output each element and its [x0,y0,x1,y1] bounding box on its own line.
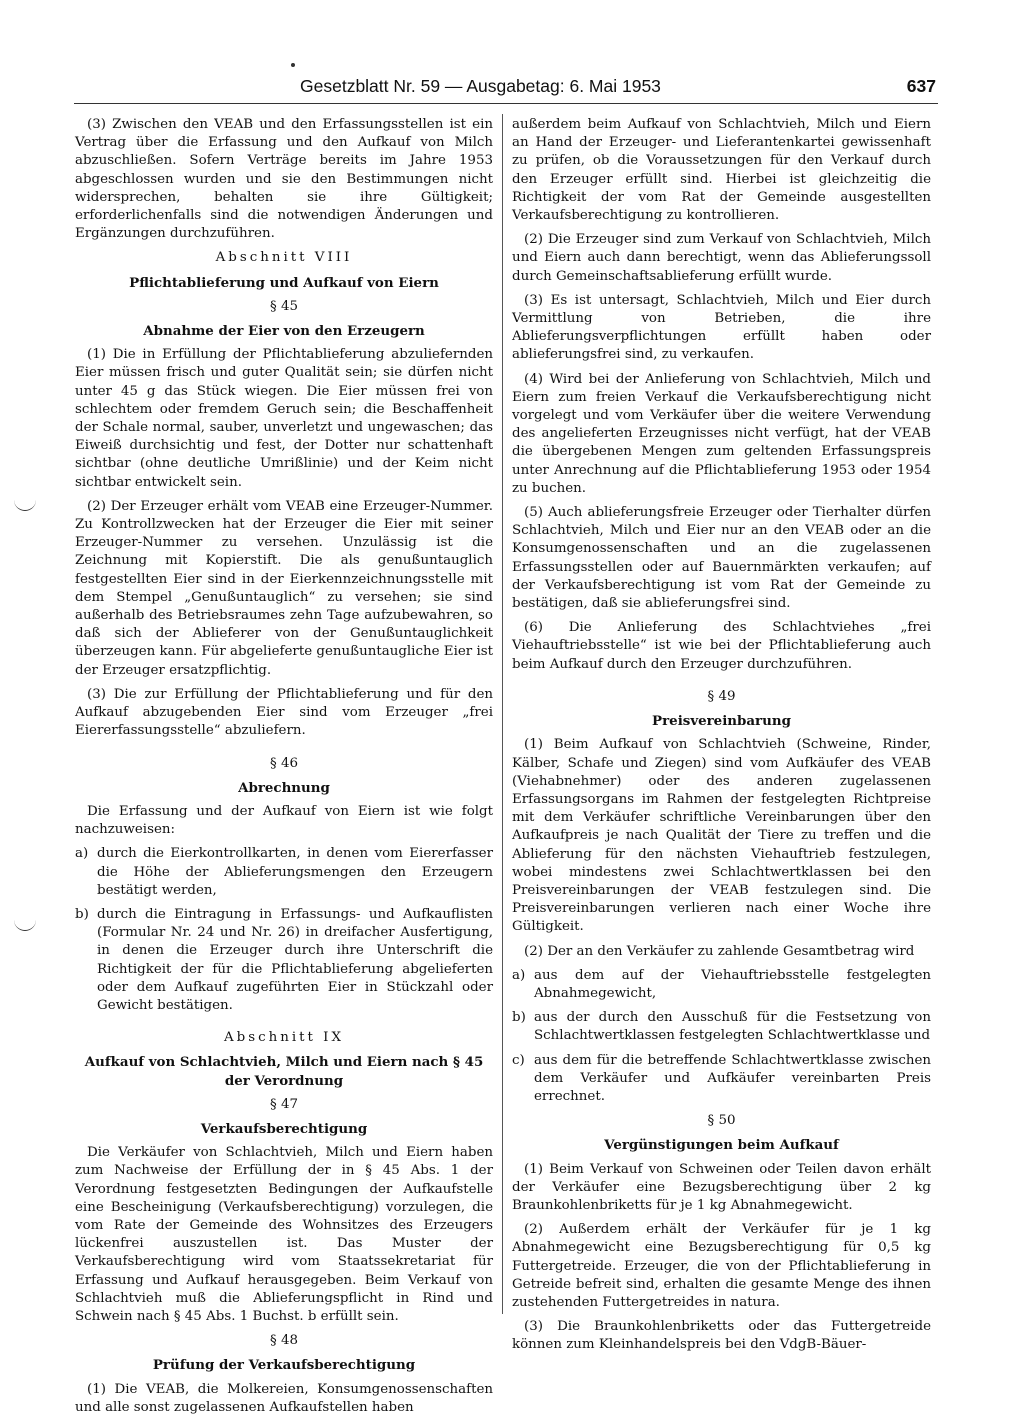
list-marker: a) [75,846,89,862]
paragraph: (1) Beim Aufkauf von Schlachtvieh (Schweine, Rinder, Kälber, Schafe und Ziegen) sind vom Aufkäufer des VEAB (Viehabnehmer) oder des anderen zugelassenen Erfassungsorgans im Rahmen der festgelegten Richtpreise mit dem Verkäufer schriftliche Vereinbarungen über den Aufkaufpreis je nach Qualität der Tiere zu treffen und die Ablieferung für den nächsten Viehauftrieb festzulegen, wobei mindestens zwei Schlachtwertklassen bei den Preisvereinbarungen der VEAB festzulegen sind. Die Preisvereinbarungen verlieren nach einer Woche ihre Gültigkeit. [512,737,931,935]
paragraph: (6) Die Anlieferung des Schlachtviehes „frei Viehauftriebsstelle“ ist wie bei der Pflichtablieferung auch beim Aufkauf durch den Erzeuger durchzuführen. [512,620,931,672]
paragraph: außerdem beim Aufkauf von Schlachtvieh, Milch und Eiern an Hand der Erzeuger- und Lieferantenkartei gewissenhaft zu prüfen, ob die Voraussetzungen für den Verkauf durch den Erzeuger erfüllt sind. Hierbei ist gleichzeitig die Richtigkeit der vom Rat der Gemeinde ausgestellten Verkaufsberechtigung zu kontrollieren. [512,117,931,224]
paragraph-title: Abrechnung [238,779,330,796]
paragraph: (4) Wird bei der Anlieferung von Schlachtvieh, Milch und Eiern zum freien Verkauf die Verkaufsberechtigung nicht vorgelegt und vom Verkäufer über die weitere Verwendung des angelieferten Erzeugnisses nicht verfügt, hat der VEAB die übergebenen Mengen zum geltenden Erfassungspreis unter Anrechnung auf die Pflichtablieferung 1953 oder 1954 zu buchen. [512,371,931,496]
column-divider [502,114,503,1314]
list-marker: b) [512,1010,526,1026]
list-item [75,845,493,900]
paragraph-title: Vergünstigungen beim Aufkauf [604,1137,839,1154]
header-title: Gesetzblatt Nr. 59 — Ausgabetag: 6. Mai 1953 [300,76,661,96]
paragraph: (2) Die Erzeuger sind zum Verkauf von Schlachtvieh, Milch und Eiern auch dann berechtigt, wenn das Ablieferungssoll durch Gemeinschaftsablieferung erfüllt wurde. [512,232,931,284]
left-column [75,116,493,1423]
paragraph: (1) Beim Verkauf von Schweinen oder Teilen davon erhält der Verkäufer eine Bezugsberechtigung über 2 kg Braunkohlenbriketts für je 1 kg Abnahmegewicht. [512,1161,931,1213]
paragraph: Die Verkäufer von Schlachtvieh, Milch und Eiern haben zum Nachweise der Erfüllung der in § 45 Abs. 1 der Verordnung festgesetzten Bedingungen der Aufkaufstelle eine Bescheinigung (Verkaufsberechtigung) vorzulegen, die vom Rate der Gemeinde des Wohnsitzes des Erzeugers lückenfrei auszustellen ist. Das Muster der Verkaufsberechtigung wird vom Staatssekretariat für Erfassung und Aufkauf herausgegeben. Beim Verkauf von Schlachtvieh muß die Ablieferungspflicht in Rind und Schwein nach § 45 Abs. 1 Buchst. b erfüllt sein. [75,1145,493,1324]
header-rule [74,103,938,104]
section-heading: Abschnitt VIII [215,250,353,266]
page-number: 637 [906,76,936,96]
list-item [75,906,493,1015]
paragraph-number: § 48 [270,1333,298,1349]
list-text: aus dem auf der Viehauftriebsstelle festgelegten Abnahmegewicht, [534,967,931,1001]
paragraph: (1) Die VEAB, die Molkereien, Konsumgenossenschaften und alle sonst zugelassenen Aufkaufstellen haben [75,1381,493,1415]
paragraph: (2) Der Erzeuger erhält vom VEAB eine Erzeuger-Nummer. Zu Kontrollzwecken hat der Erzeuger die Eier mit seiner Erzeuger-Nummer zu versehen. Unzulässig ist die Zeichnung mit Kopierstift. Die als genußuntauglich festgestellten Eier sind in der Eierkennzeichnungsstelle mit dem Stempel „Genußuntauglich“ zu versehen; sie sind außerhalb des Betriebsraumes zehn Tage aufzubewahren, so daß sich der Ablieferer von der Genußuntauglichkeit überzeugen kann. Für abgelieferte genußuntaugliche Eier ist der Erzeuger ersatzpflichtig. [75,498,493,678]
right-column [512,116,931,1361]
paragraph-number: § 47 [270,1096,298,1112]
list-item [512,1052,931,1107]
paragraph: (2) Der an den Verkäufer zu zahlende Gesamtbetrag wird [524,943,915,959]
paragraph-number: § 46 [270,755,298,771]
list-marker: b) [75,906,89,922]
margin-mark [14,500,36,511]
page-header [300,76,936,102]
paragraph-number: § 49 [707,688,736,704]
paragraph: (3) Es ist untersagt, Schlachtvieh, Milch und Eier durch Vermittlung von Betrieben, die ihre Ablieferungsverpflichtungen erfüllt haben oder ablieferungsfrei sind, zu verkaufen. [512,292,931,363]
list-item [512,1009,931,1045]
list-text: aus dem für die betreffende Schlachtwertklasse zwischen dem Verkäufer und Aufkäufer vereinbarten Preis errechnet. [534,1052,931,1104]
print-dot [291,63,295,67]
paragraph-number: § 50 [707,1113,736,1129]
paragraph: (3) Die Braunkohlenbriketts oder das Futtergetreide können zum Kleinhandelspreis bei den VdgB-Bäuer- [512,1319,931,1353]
section-title: Pflichtablieferung und Aufkauf von Eiern [129,274,439,291]
margin-mark [14,920,36,931]
paragraph-title: Verkaufsberechtigung [200,1120,368,1137]
paragraph: Die Erfassung und der Aufkauf von Eiern ist wie folgt nachzuweisen: [75,803,493,838]
list-text: durch die Eintragung in Erfassungs- und Aufkauflisten (Formular Nr. 24 und Nr. 26) in dreifacher Ausfertigung, in denen die Erzeuger durch ihre Unterschrift die Richtigkeit der für die Pflichtablieferung abgelieferten oder dem Aufkauf zugeführten Eier in Stückzahl oder Gewicht bestätigen. [97,906,493,1013]
list-marker: a) [512,967,526,983]
list-marker: c) [512,1052,525,1068]
paragraph: (3) Zwischen den VEAB und den Erfassungsstellen ist ein Vertrag über die Erfassung und den Aufkauf von Milch abzuschließen. Sofern Verträge bereits im Jahre 1953 abgeschlossen wurden und sie den Bestimmungen nicht widersprechen, behalten sie ihre Gültigkeit; erforderlichenfalls sind die notwendigen Änderungen und Ergänzungen durchzuführen. [75,117,493,242]
paragraph: (1) Die in Erfüllung der Pflichtablieferung abzuliefernden Eier müssen frisch und guter Qualität sein; sie dürfen nicht unter 45 g das Stück wiegen. Die Eier müssen frei von schlechtem oder fremdem Geruch sein; die Beschaffenheit der Schale normal, sauber, unverletzt und ungewaschen; das Eiweiß durchsichtig und fest, der Dotter nur schattenhaft sichtbar (ohne deutliche Umrißlinie) und der Keim nicht sichtbar entwickelt sein. [75,347,493,490]
list-item [512,967,931,1003]
paragraph: (5) Auch ablieferungsfreie Erzeuger oder Tierhalter dürfen Schlachtvieh, Milch und Eier nur an den VEAB oder an die Konsumgenossenschaften und an die zugelassenen Erfassungsstellen oder auf Bauernmärkten verkaufen; auf der Verkaufsberechtigung ist vom Rat der Gemeinde zu bestätigen, daß sie ablieferungsfrei sind. [512,505,931,612]
paragraph-title: Preisvereinbarung [652,713,791,730]
list-text: aus der durch den Ausschuß für die Festsetzung von Schlachtwertklassen festgelegten Schlachtwertklasse und [534,1010,931,1044]
section-heading: Abschnitt IX [224,1030,344,1046]
paragraph-title: Prüfung der Verkaufsberechtigung [152,1357,416,1374]
paragraph-number: § 45 [270,298,298,314]
paragraph-title: Abnahme der Eier von den Erzeugern [143,323,425,340]
paragraph: (2) Außerdem erhält der Verkäufer für je 1 kg Abnahmegewicht eine Bezugsberechtigung für 0,5 kg Futtergetreide. Erzeuger, die von der Pflichtablieferung in Getreide befreit sind, erhalten die gesamte Menge des ihnen zustehenden Futtergetreides in natura. [512,1222,931,1310]
paragraph: (3) Die zur Erfüllung der Pflichtablieferung und für den Aufkauf abzugebenden Eier sind vom Erzeuger „frei Eiererfassungsstelle“ abzuliefern. [75,686,493,739]
section-title: Aufkauf von Schlachtvieh, Milch und Eiern nach § 45 der Verordnung [84,1054,484,1089]
list-text: durch die Eierkontrollkarten, in denen vom Eiererfasser die Höhe der Ablieferungsmengen den Erzeugern bestätigt werden, [97,846,493,898]
